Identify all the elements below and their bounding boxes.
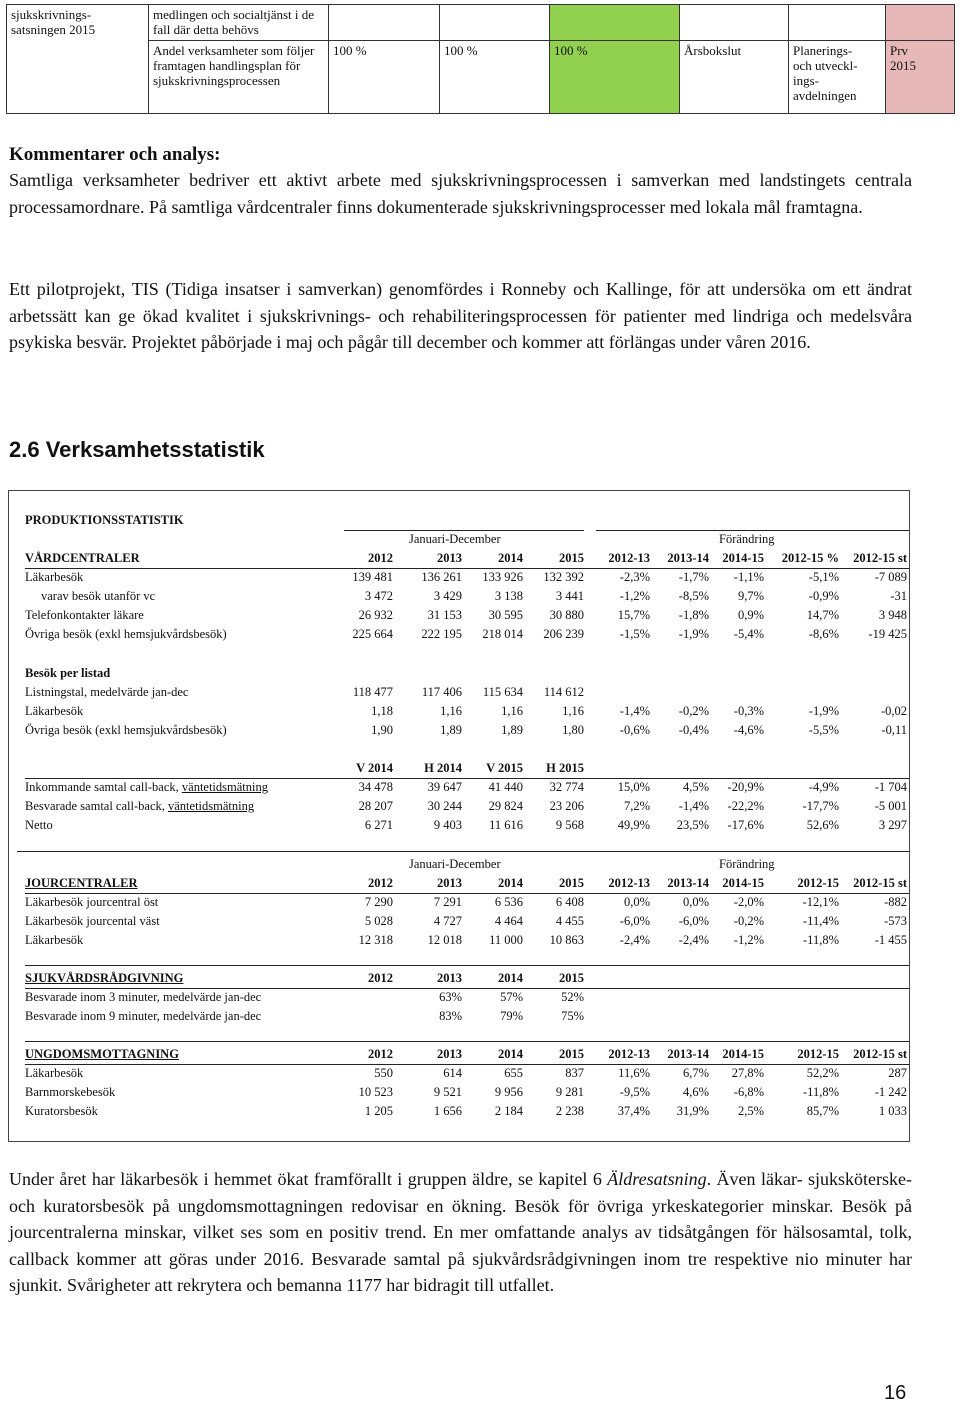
- change-col-header: 2012-15 st: [853, 1047, 907, 1061]
- halfyear-header: V 2014: [356, 761, 393, 775]
- sjuk-heading: SJUKVÅRDSRÅDGIVNING: [25, 971, 184, 985]
- table-row-cell: 75%: [561, 1009, 584, 1023]
- table-row-cell: -9,5%: [619, 1085, 650, 1099]
- table-row-cell: 132 392: [543, 570, 584, 584]
- table-row-cell: 3 429: [433, 589, 462, 603]
- table-row-cell: -0,9%: [808, 589, 839, 603]
- table-row-label: Läkarbesök: [25, 704, 84, 718]
- table-row-cell: 4,6%: [682, 1085, 709, 1099]
- table-row-cell: 9 403: [433, 818, 462, 832]
- table-row-cell: 5 028: [364, 914, 393, 928]
- change-col-header: 2014-15: [722, 876, 764, 890]
- table-row-cell: 49,9%: [617, 818, 650, 832]
- table-row-cell: 9 521: [433, 1085, 462, 1099]
- change-col-header: 2012-13: [608, 551, 650, 565]
- year-header: 2014: [498, 551, 523, 565]
- table-row-cell: 30 244: [427, 799, 462, 813]
- status-pink-cell: [886, 5, 955, 41]
- change-col-header: 2012-15 st: [853, 876, 907, 890]
- table-row-cell: 1,16: [440, 704, 462, 718]
- year-header: 2015: [559, 551, 584, 565]
- table-row-cell: -8,5%: [678, 589, 709, 603]
- goal-value-2: 100 %: [440, 40, 550, 113]
- table-row-cell: 9 568: [555, 818, 584, 832]
- table-row-cell: 1 656: [433, 1104, 462, 1118]
- table-row-cell: 114 612: [543, 685, 584, 699]
- table-row-cell: 3 441: [555, 589, 584, 603]
- table-row-cell: 23,5%: [676, 818, 709, 832]
- table-row-cell: 287: [888, 1066, 907, 1080]
- table-row-cell: -11,8%: [803, 933, 839, 947]
- table-row-cell: 4 455: [555, 914, 584, 928]
- table-row-label: Övriga besök (exkl hemsjukvårdsbesök): [25, 627, 227, 641]
- table-row-cell: -1,9%: [808, 704, 839, 718]
- table-row-cell: 11 616: [489, 818, 523, 832]
- halfyear-header: H 2014: [424, 761, 462, 775]
- table-row-cell: 1,18: [371, 704, 393, 718]
- year-header: 2014: [498, 876, 523, 890]
- table-row-cell: 15,0%: [617, 780, 650, 794]
- comments-paragraph-1: Samtliga verksamheter bedriver ett aktivt arbete med sjukskrivningsprocessen i samverkan med landstingets centrala processamordnare. På samtliga vårdcentraler finns dokumenterade sjukskrivningsprocesser med lokala mål framtagna.: [9, 170, 912, 217]
- table-row-label: Inkommande samtal call-back, väntetidsmätning: [25, 780, 268, 794]
- table-row-cell: -6,0%: [678, 914, 709, 928]
- table-row-cell: 117 406: [421, 685, 462, 699]
- table-row-cell: -0,11: [881, 723, 907, 737]
- table-row-cell: 6,7%: [682, 1066, 709, 1080]
- table-row-cell: 10 523: [358, 1085, 393, 1099]
- table-row-cell: -0,6%: [619, 723, 650, 737]
- change-col-header: 2012-15: [797, 1047, 839, 1061]
- table-row-cell: -8,6%: [808, 627, 839, 641]
- table-row-cell: 63%: [439, 990, 462, 1004]
- change-col-header: 2013-14: [667, 551, 709, 565]
- table-row-cell: 31 153: [427, 608, 462, 622]
- table-row-cell: 41 440: [488, 780, 523, 794]
- table-row-cell: -1 455: [874, 933, 907, 947]
- table-row-cell: -5,4%: [733, 627, 764, 641]
- table-row-label: Barnmorskebesök: [25, 1085, 116, 1099]
- year-header: 2013: [437, 876, 462, 890]
- table-row-cell: 9 281: [555, 1085, 584, 1099]
- table-row-cell: 52,6%: [806, 818, 839, 832]
- table-row-label: Telefonkontakter läkare: [25, 608, 144, 622]
- table-row-cell: 83%: [439, 1009, 462, 1023]
- table-row-cell: 0,0%: [682, 895, 709, 909]
- table-row-cell: 1,89: [501, 723, 523, 737]
- table-row-label: Listningstal, medelvärde jan-dec: [25, 685, 189, 699]
- table-row-cell: -20,9%: [727, 780, 764, 794]
- table-row-cell: -4,9%: [808, 780, 839, 794]
- table-row-cell: 34 478: [358, 780, 393, 794]
- listad-heading: Besök per listad: [25, 666, 111, 680]
- table-row-cell: 218 014: [482, 627, 523, 641]
- table-row-cell: 3 472: [364, 589, 393, 603]
- table-rule: [25, 1064, 909, 1065]
- year-header: 2015: [559, 971, 584, 985]
- table-rule: [596, 530, 909, 531]
- vc-heading: VÅRDCENTRALER: [25, 551, 140, 565]
- table-row-cell: 133 926: [482, 570, 523, 584]
- table-row-cell: 4 727: [433, 914, 462, 928]
- production-statistics-box: [8, 490, 910, 1142]
- table-row-cell: -1,2%: [733, 933, 764, 947]
- section-title: 2.6 Verksamhetsstatistik: [9, 437, 265, 462]
- table-row-cell: 7 291: [433, 895, 462, 909]
- table-row-cell: 6 271: [364, 818, 393, 832]
- goal-table: [6, 4, 955, 114]
- table-rule: [25, 988, 909, 989]
- table-row-cell: 29 824: [488, 799, 523, 813]
- table-row-cell: -11,4%: [803, 914, 839, 928]
- summary-paragraph: Under året har läkarbesök i hemmet ökat framförallt i gruppen äldre, se kapitel 6 Äldresatsning. Även läkar- sjuksköterske- och kuratorsbesök på ungdomsmottagningen redovisar en ökning. Besök för övriga yrkeskategorier minskar. Besök på jourcentralerna minskar, vilket ses som en positiv trend. En mer omfattande analys av tidsåtgången för hälsosamtal, tolk, callback kommer att göras under 2016. Besvarade samtal på sjukvårdsrådgivningen inom tre respektive nio minuter har sjunkit. Svårigheter att rekrytera och bemanna 1177 har bidragit till utfallet.: [9, 1169, 912, 1295]
- page-number: 16: [884, 1382, 907, 1404]
- jc-heading: JOURCENTRALER: [25, 876, 138, 890]
- table-row-cell: 1,89: [440, 723, 462, 737]
- table-row-cell: 655: [504, 1066, 523, 1080]
- year-header: 2012: [368, 876, 393, 890]
- table-row-cell: -12,1%: [802, 895, 839, 909]
- table-row-cell: 30 595: [488, 608, 523, 622]
- table-row-cell: -5,1%: [808, 570, 839, 584]
- goal-value-3: 100 %: [550, 40, 680, 113]
- table-row-cell: 3 948: [878, 608, 907, 622]
- table-row-cell: -17,7%: [802, 799, 839, 813]
- change-header: Förändring: [719, 857, 775, 871]
- table-row-label: Läkarbesök jourcental väst: [25, 914, 160, 928]
- table-row-cell: 32 774: [549, 780, 584, 794]
- table-rule: [17, 851, 909, 852]
- table-row-cell: 14,7%: [806, 608, 839, 622]
- change-col-header: 2013-14: [667, 1047, 709, 1061]
- table-row-cell: -2,3%: [619, 570, 650, 584]
- table-row-cell: 550: [374, 1066, 393, 1080]
- table-row-cell: 4 464: [494, 914, 523, 928]
- table-row-cell: -6,8%: [733, 1085, 764, 1099]
- table-row-cell: -11,8%: [803, 1085, 839, 1099]
- goal-followup: Årsbokslut: [680, 40, 789, 113]
- goal-responsible: Planerings- och utveckl- ings- avdelningen: [789, 40, 886, 113]
- table-row-cell: -1 242: [874, 1085, 907, 1099]
- table-row-cell: 225 664: [352, 627, 393, 641]
- table-row-cell: 115 634: [482, 685, 523, 699]
- table-row-cell: 52%: [561, 990, 584, 1004]
- table-row-label: Besvarade inom 9 minuter, medelvärde jan-dec: [25, 1009, 262, 1023]
- table-row-cell: 6 536: [494, 895, 523, 909]
- table-row-label: Läkarbesök: [25, 933, 84, 947]
- year-header: 2013: [437, 551, 462, 565]
- table-row-label: varav besök utanför vc: [41, 589, 156, 603]
- year-header: 2012: [368, 971, 393, 985]
- table-row-cell: 2 238: [555, 1104, 584, 1118]
- year-header: 2015: [559, 1047, 584, 1061]
- table-row-cell: -31: [890, 589, 907, 603]
- table-row-label: Övriga besök (exkl hemsjukvårdsbesök): [25, 723, 227, 737]
- table-rule: [25, 893, 909, 894]
- table-row-cell: 15,7%: [617, 608, 650, 622]
- change-col-header: 2013-14: [667, 876, 709, 890]
- table-row-cell: 614: [443, 1066, 462, 1080]
- table-row-cell: 23 206: [549, 799, 584, 813]
- table-row-cell: 57%: [500, 990, 523, 1004]
- table-row-cell: -5 001: [874, 799, 907, 813]
- table-row-cell: 12 018: [427, 933, 462, 947]
- table-row-cell: -1,2%: [619, 589, 650, 603]
- goal-status: Prv 2015: [886, 40, 955, 113]
- change-col-header: 2012-15: [797, 876, 839, 890]
- table-row-cell: 7 290: [364, 895, 393, 909]
- table-row-cell: -573: [884, 914, 907, 928]
- table-row-cell: -1,9%: [678, 627, 709, 641]
- table-row-cell: -2,0%: [733, 895, 764, 909]
- change-col-header: 2012-13: [608, 1047, 650, 1061]
- table-row-cell: 118 477: [352, 685, 393, 699]
- table-row-label: Läkarbesök: [25, 570, 84, 584]
- goal-table-indicator: Andel verksamheter som följer framtagen handlingsplan för sjukskrivningsprocessen: [149, 40, 329, 113]
- table-row-label: Läkarbesök jourcentral öst: [25, 895, 159, 909]
- table-row-label: Läkarbesök: [25, 1066, 84, 1080]
- table-row-cell: 4,5%: [682, 780, 709, 794]
- table-rule: [25, 568, 909, 569]
- year-header: 2012: [368, 1047, 393, 1061]
- table-row-cell: 9 956: [494, 1085, 523, 1099]
- table-row-cell: 3 138: [494, 589, 523, 603]
- table-row-cell: 26 932: [358, 608, 393, 622]
- table-row-cell: 10 863: [549, 933, 584, 947]
- table-row-cell: -7 089: [874, 570, 907, 584]
- table-row-cell: 222 195: [421, 627, 462, 641]
- period-header: Januari-December: [409, 532, 501, 546]
- change-col-header: 2014-15: [722, 551, 764, 565]
- table-row-cell: -1,4%: [678, 799, 709, 813]
- table-row-cell: 9,7%: [737, 589, 764, 603]
- table-row-cell: 1,80: [562, 723, 584, 737]
- table-row-cell: -1,5%: [619, 627, 650, 641]
- table-row-cell: 28 207: [358, 799, 393, 813]
- comments-heading: Kommentarer och analys:: [9, 144, 221, 165]
- table-row-cell: -2,4%: [678, 933, 709, 947]
- table-rule: [25, 778, 909, 779]
- year-header: 2015: [559, 876, 584, 890]
- table-row-cell: -17,6%: [727, 818, 764, 832]
- year-header: 2013: [437, 1047, 462, 1061]
- goal-table-col1: sjukskrivnings- satsningen 2015: [7, 5, 149, 114]
- table-row-cell: -2,4%: [619, 933, 650, 947]
- table-row-cell: 1,16: [501, 704, 523, 718]
- table-row-cell: 2,5%: [737, 1104, 764, 1118]
- table-row-cell: 136 261: [421, 570, 462, 584]
- period-header: Januari-December: [409, 857, 501, 871]
- table-row-cell: 1,90: [371, 723, 393, 737]
- year-header: 2014: [498, 971, 523, 985]
- table-row-cell: 11 000: [489, 933, 523, 947]
- year-header: 2014: [498, 1047, 523, 1061]
- table-row-cell: -1 704: [874, 780, 907, 794]
- table-row-cell: 79%: [500, 1009, 523, 1023]
- table-rule: [25, 965, 909, 966]
- table-row-cell: -1,7%: [678, 570, 709, 584]
- status-green-cell: [550, 5, 680, 41]
- table-row-cell: -0,2%: [733, 914, 764, 928]
- change-col-header: 2012-15 st: [853, 551, 907, 565]
- table-row-cell: -0,02: [880, 704, 907, 718]
- table-row-cell: 206 239: [543, 627, 584, 641]
- table-row-cell: 11,6%: [618, 1066, 650, 1080]
- table-row-cell: -0,4%: [678, 723, 709, 737]
- table-row-cell: -1,1%: [733, 570, 764, 584]
- table-row-cell: 31,9%: [676, 1104, 709, 1118]
- table-row-cell: 837: [565, 1066, 584, 1080]
- table-row-cell: 3 297: [878, 818, 907, 832]
- table-row-cell: -882: [884, 895, 907, 909]
- table-row-label: Besvarade inom 3 minuter, medelvärde jan-dec: [25, 990, 262, 1004]
- year-header: 2012: [368, 551, 393, 565]
- table-row-cell: 2 184: [494, 1104, 523, 1118]
- table-row-cell: -0,2%: [678, 704, 709, 718]
- table-row-cell: 30 880: [549, 608, 584, 622]
- table-row-cell: 0,0%: [623, 895, 650, 909]
- table-row-label: Besvarade samtal call-back, väntetidsmätning: [25, 799, 255, 813]
- table-row-cell: 0,9%: [737, 608, 764, 622]
- table-row-cell: 39 647: [427, 780, 462, 794]
- table-row-cell: 52,2%: [806, 1066, 839, 1080]
- table-row-cell: 85,7%: [806, 1104, 839, 1118]
- table-rule: [25, 1041, 909, 1042]
- change-col-header: 2012-13: [608, 876, 650, 890]
- table-row-cell: -5,5%: [808, 723, 839, 737]
- goal-value-1: 100 %: [329, 40, 440, 113]
- table-row-cell: -1,8%: [678, 608, 709, 622]
- table-row-cell: -22,2%: [727, 799, 764, 813]
- halfyear-header: H 2015: [546, 761, 584, 775]
- comments-paragraph-2: Ett pilotprojekt, TIS (Tidiga insatser i samverkan) genomfördes i Ronneby och Kallinge, för att undersöka om ett ändrat arbetssätt kan ge ökad kvalitet i sjukskrivnings- och rehabiliteringsprocessen för patienter med lindriga och medelsvåra psykiska besvär. Projektet påbörjade i maj och pågår till december och kommer att förlängas under våren 2016.: [9, 279, 912, 352]
- ungdom-heading: UNGDOMSMOTTAGNING: [25, 1047, 179, 1061]
- table-row-cell: -1,4%: [619, 704, 650, 718]
- table-row-cell: 6 408: [555, 895, 584, 909]
- table-row-cell: 12 318: [358, 933, 393, 947]
- table-row-cell: -19 425: [868, 627, 907, 641]
- change-col-header: 2012-15 %: [781, 551, 839, 565]
- table-row-cell: 1,16: [562, 704, 584, 718]
- table-row-cell: 37,4%: [617, 1104, 650, 1118]
- change-col-header: 2014-15: [722, 1047, 764, 1061]
- change-header: Förändring: [719, 532, 775, 546]
- table-rule: [344, 530, 584, 531]
- table-row-cell: 1 205: [364, 1104, 393, 1118]
- table-row-cell: 139 481: [352, 570, 393, 584]
- table-row-cell: 7,2%: [623, 799, 650, 813]
- table-row-label: Netto: [25, 818, 53, 832]
- table-row-cell: -6,0%: [619, 914, 650, 928]
- halfyear-header: V 2015: [486, 761, 523, 775]
- year-header: 2013: [437, 971, 462, 985]
- goal-table-col2-top: medlingen och socialtjänst i de fall där detta behövs: [149, 5, 329, 41]
- table-row-cell: -4,6%: [733, 723, 764, 737]
- table-row-cell: 1 033: [878, 1104, 907, 1118]
- stats-title: PRODUKTIONSSTATISTIK: [25, 513, 184, 527]
- table-row-label: Kuratorsbesök: [25, 1104, 98, 1118]
- table-row-cell: 27,8%: [731, 1066, 764, 1080]
- table-row-cell: -0,3%: [733, 704, 764, 718]
